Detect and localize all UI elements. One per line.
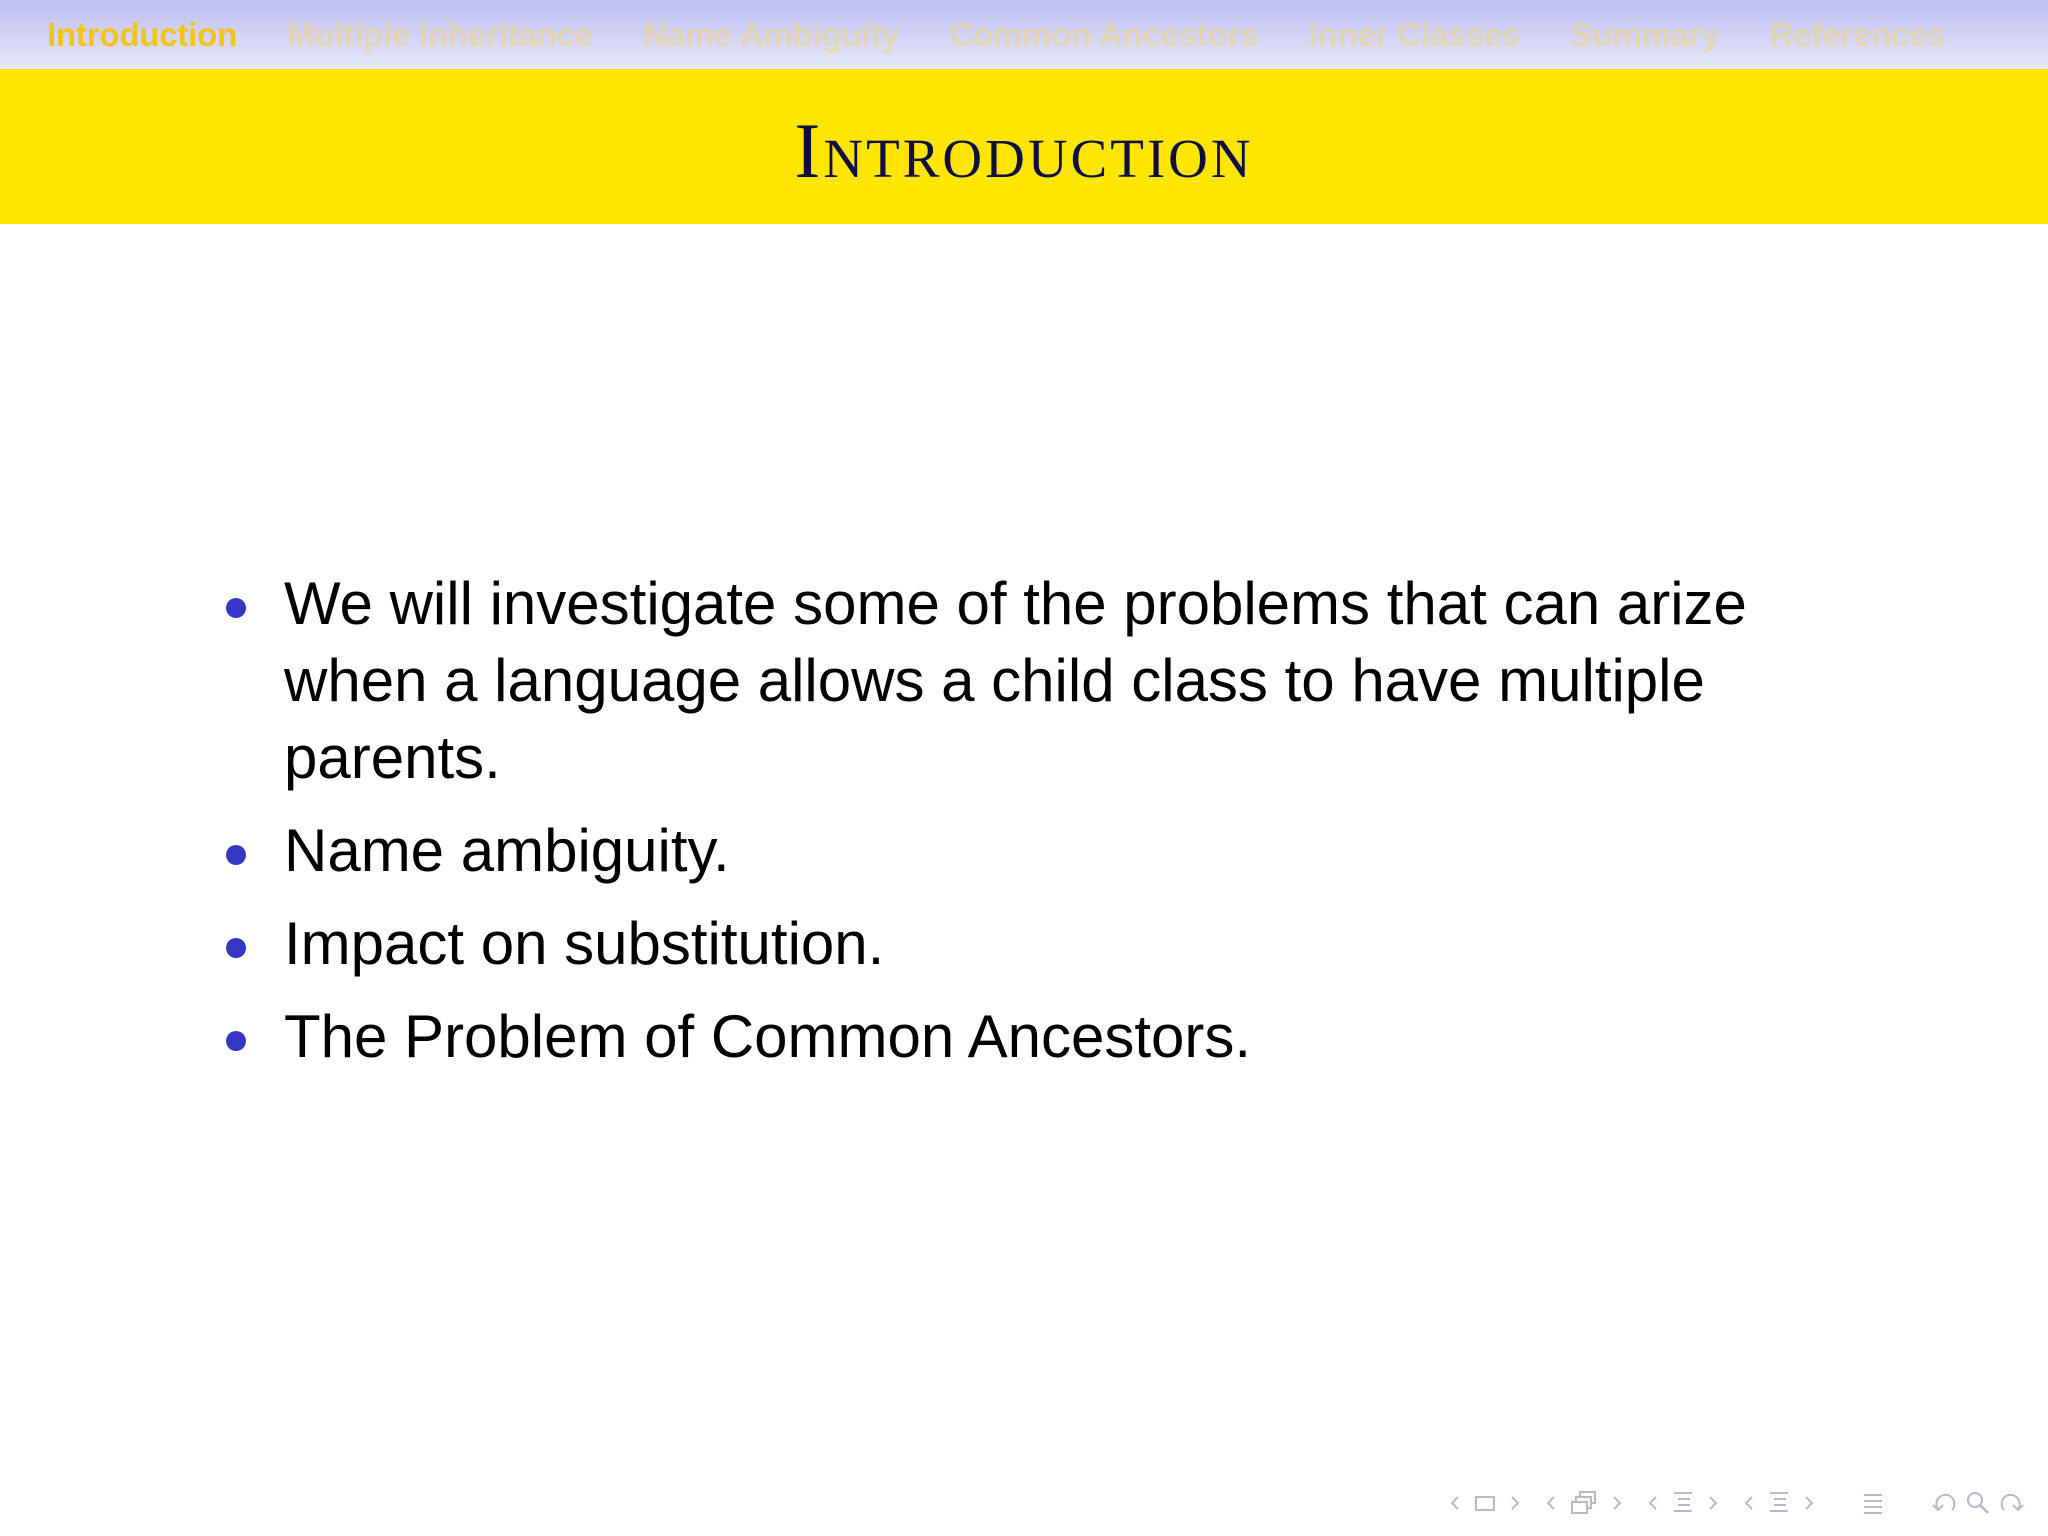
beamer-navigation-symbols (1448, 1488, 2026, 1518)
next-slide-icon[interactable] (1508, 1488, 1522, 1518)
forward-icon[interactable] (1996, 1488, 2026, 1518)
prev-section-icon[interactable] (1742, 1488, 1756, 1518)
next-frame-icon[interactable] (1610, 1488, 1624, 1518)
back-icon[interactable] (1930, 1488, 1960, 1518)
bullet-item (222, 812, 1822, 889)
slide-icon[interactable] (1472, 1488, 1498, 1518)
subsection-icon[interactable] (1670, 1488, 1696, 1518)
search-icon[interactable] (1964, 1488, 1992, 1518)
bullet-item (222, 565, 1822, 796)
next-subsection-icon[interactable] (1706, 1488, 1720, 1518)
section-navbar (0, 0, 2048, 69)
bullet-icon (226, 938, 246, 958)
bullet-item (222, 905, 1822, 982)
nav-item-references[interactable]: References (1769, 15, 1946, 53)
prev-subsection-icon[interactable] (1646, 1488, 1660, 1518)
bullet-icon (226, 845, 246, 865)
bullet-icon (226, 1031, 246, 1051)
section-icon[interactable] (1766, 1488, 1792, 1518)
frame-icon[interactable] (1568, 1488, 1600, 1518)
align-icon[interactable] (1860, 1488, 1886, 1518)
nav-item-multiple-inheritance[interactable]: Multiple Inheritance (287, 15, 593, 53)
next-section-icon[interactable] (1802, 1488, 1816, 1518)
slide-title: Introduction (794, 106, 1254, 194)
nav-item-introduction[interactable]: Introduction (47, 15, 238, 53)
bullet-item (222, 998, 1822, 1075)
bullet-icon (226, 598, 246, 618)
prev-slide-icon[interactable] (1448, 1488, 1462, 1518)
bullet-text: We will investigate some of the problems that can arize when a language allows a child class to have multiple parents. (284, 570, 1747, 791)
prev-frame-icon[interactable] (1544, 1488, 1558, 1518)
bullet-text: Impact on substitution. (284, 910, 885, 977)
bullet-text: Name ambiguity. (284, 817, 730, 884)
bullet-text: The Problem of Common Ancestors. (284, 1003, 1252, 1070)
nav-item-name-ambiguity[interactable]: Name Ambiguity (642, 15, 900, 53)
slide-content (222, 565, 1822, 1091)
bullet-list (222, 565, 1822, 1075)
nav-item-common-ancestors[interactable]: Common Ancestors (949, 15, 1259, 53)
title-bar (0, 69, 2048, 224)
nav-item-inner-classes[interactable]: Inner Classes (1308, 15, 1521, 53)
nav-item-summary[interactable]: Summary (1570, 15, 1720, 53)
